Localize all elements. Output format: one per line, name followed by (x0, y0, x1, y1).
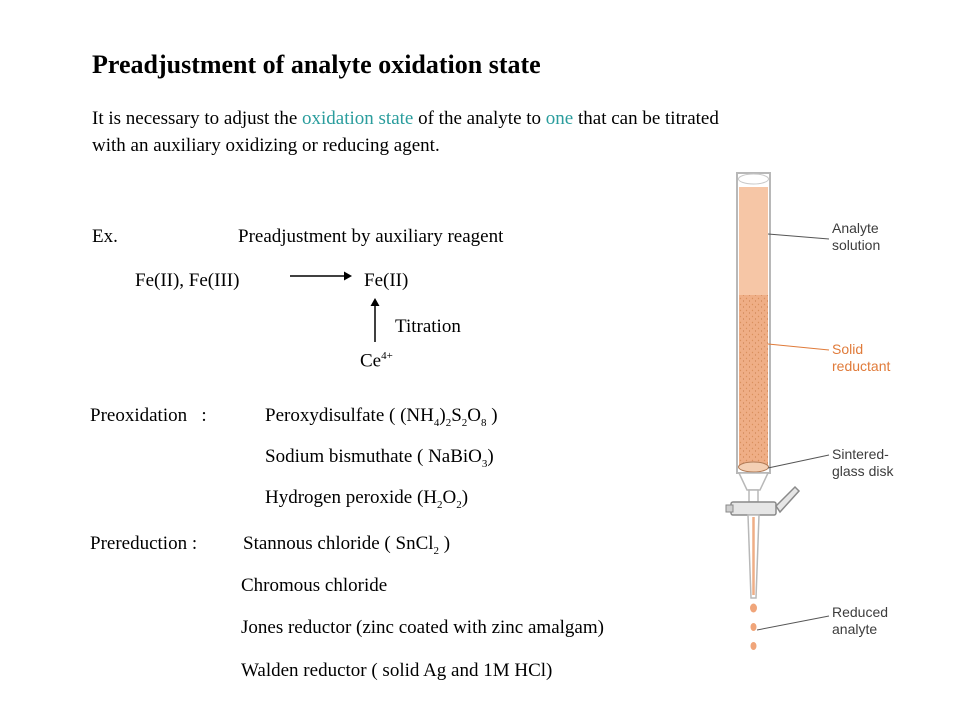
drop (750, 604, 757, 613)
reaction-reactant: Fe(II), Fe(III) (135, 270, 240, 291)
drop (751, 623, 757, 631)
example-label: Ex. (92, 226, 118, 247)
intro-line-1: It is necessary to adjust the oxidation state of the analyte to one that can be titrated (92, 108, 719, 129)
label-reduced-analyte: Reduced analyte (832, 604, 889, 637)
prereduction-label: Prereduction : (90, 533, 198, 554)
label-analyte-solution: Analyte solution (832, 220, 881, 253)
prereduction-item: Jones reductor (zinc coated with zinc amalgam) (241, 617, 604, 638)
analyte-solution-fill (739, 187, 768, 297)
highlight-oxidation-state: oxidation state (302, 108, 414, 129)
preoxidation-label: Preoxidation : (90, 405, 207, 426)
intro-line-2: with an auxiliary oxidizing or reducing agent. (92, 134, 440, 156)
page-title: Preadjustment of analyte oxidation state (92, 50, 541, 79)
titration-arrow (369, 298, 381, 342)
drop (751, 642, 757, 650)
preoxidation-item: Sodium bismuthate ( NaBiO$_3$) (265, 446, 494, 470)
example-heading: Preadjustment by auxiliary reagent (238, 226, 504, 247)
highlight-one: one (545, 108, 574, 129)
prereduction-item: Stannous chloride ( SnCl$_2$ ) (243, 533, 451, 557)
label-sintered-glass-disk: Sintered- glass disk (832, 446, 894, 479)
reaction-product: Fe(II) (364, 270, 409, 291)
titrant-ce: $Ce^{4+}$ (360, 350, 393, 372)
preoxidation-item: Peroxydisulfate ( $(NH_4)_2S_2O_8$ ) (265, 405, 498, 429)
reductor-column-diagram (715, 165, 835, 665)
titration-label: Titration (395, 316, 461, 337)
preoxidation-item: Hydrogen peroxide $(H_2O_2)$ (265, 487, 469, 511)
sintered-glass-disk (739, 462, 769, 472)
prereduction-item: Chromous chloride (241, 575, 388, 596)
stopcock (731, 502, 776, 515)
reaction-arrow (290, 270, 352, 282)
prereduction-item: Walden reductor ( solid Ag and 1M HCl) (241, 660, 553, 681)
intro-paragraph (92, 106, 719, 159)
label-solid-reductant: Solid reductant (832, 341, 891, 374)
